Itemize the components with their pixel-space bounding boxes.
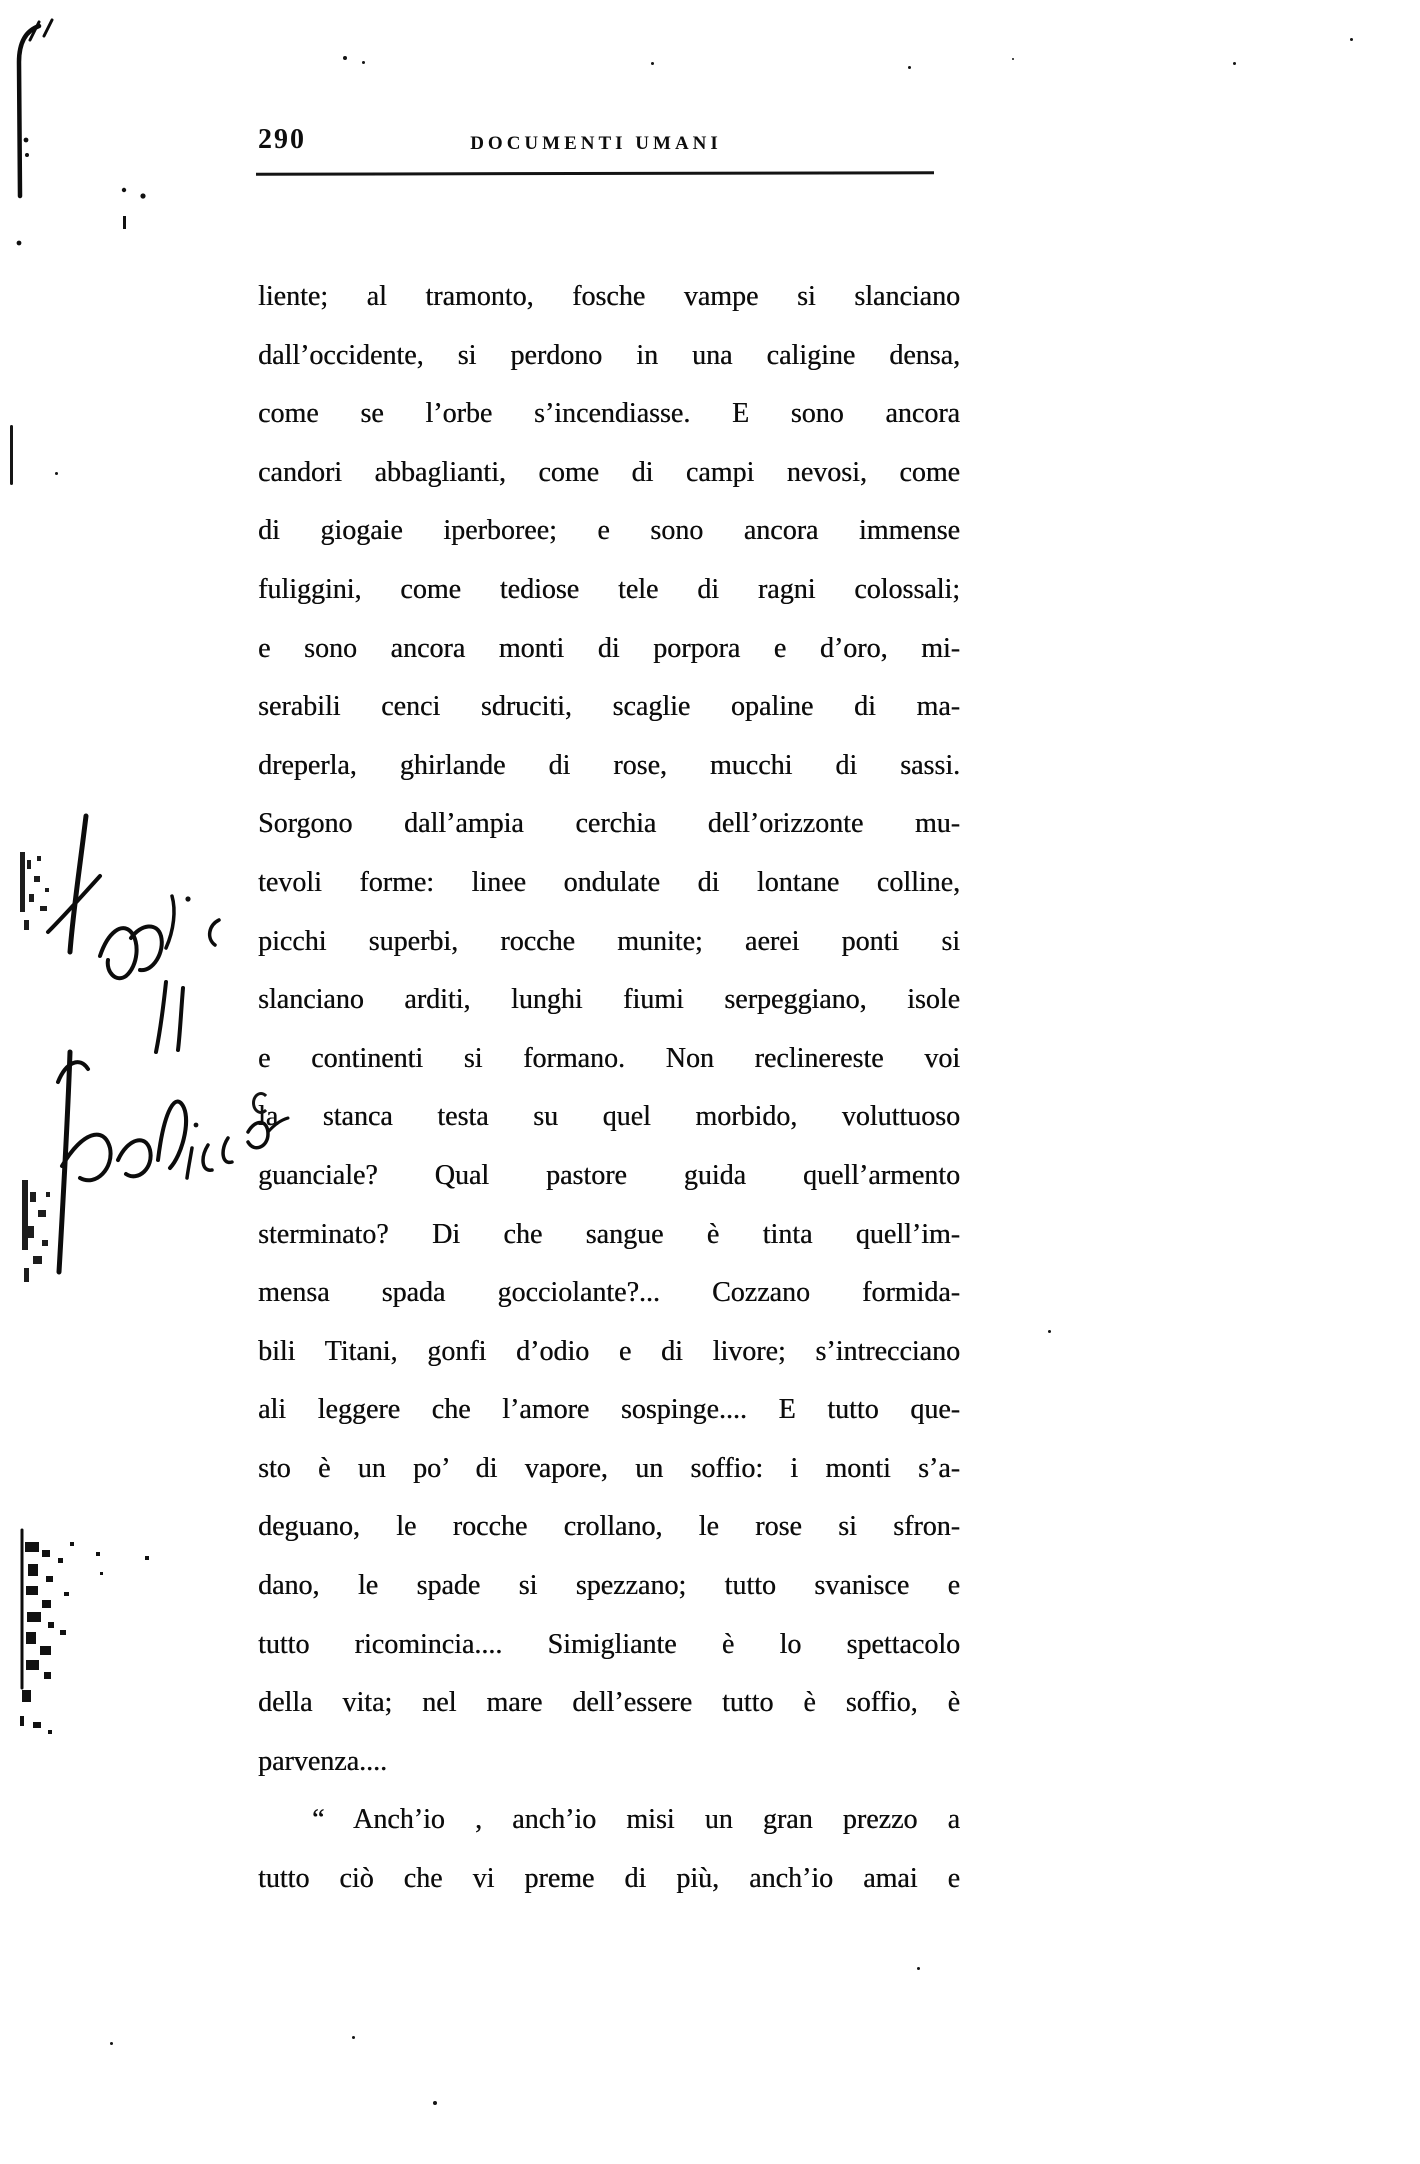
text-line: bili Titani, gonfi d’odio e di livore; s’intrecciano <box>258 1335 960 1367</box>
body-text-block <box>258 268 960 1909</box>
running-header-title: DOCUMENTI UMANI <box>470 133 722 154</box>
text-line: dall’occidente, si perdono in una caligine densa, <box>258 339 960 371</box>
ink-speck <box>10 425 13 485</box>
handwritten-annotation <box>0 620 300 1300</box>
text-line: tutto ciò che vi preme di più, anch’io amai e <box>258 1863 960 1895</box>
ink-speck <box>362 61 365 64</box>
text-line: liente; al tramonto, fosche vampe si slanciano <box>258 281 960 312</box>
ink-speck <box>908 66 911 69</box>
page-number: 290 <box>258 124 306 155</box>
ink-speck <box>1012 58 1014 60</box>
text-line: deguano, le rocche crollano, le rose si sfron- <box>258 1511 960 1543</box>
ink-speck <box>55 472 58 475</box>
text-line: mensa spada gocciolante?... Cozzano formida- <box>258 1277 960 1309</box>
ink-smudge-left-edge <box>0 1480 160 1770</box>
text-line: della vita; nel mare dell’essere tutto è soffio, è <box>258 1687 960 1719</box>
ink-speck <box>1048 1330 1051 1333</box>
text-line: picchi superbi, rocche munite; aerei ponti si <box>258 925 960 957</box>
text-line: sto è un po’ di vapore, un soffio: i monti s’a- <box>258 1452 960 1484</box>
text-line: come se l’orbe s’incendiasse. E sono ancora <box>258 398 960 430</box>
ink-speck <box>1350 38 1353 41</box>
text-line: serabili cenci sdruciti, scaglie opaline di ma- <box>258 691 960 723</box>
text-line: parvenza.... <box>258 1745 388 1777</box>
text-line: “ Anch’io , anch’io misi un gran prezzo a <box>312 1804 960 1836</box>
ink-speck <box>433 2101 437 2105</box>
text-line: di giogaie iperboree; e sono ancora immense <box>258 515 960 547</box>
ink-speck <box>917 1967 920 1970</box>
ink-speck <box>110 2042 113 2045</box>
text-line: candori abbaglianti, come di campi nevosi, come <box>258 456 960 488</box>
ink-stroke-topleft <box>0 0 170 260</box>
text-line: la stanca testa su quel morbido, voluttuoso <box>258 1101 960 1133</box>
text-line: Sorgono dall’ampia cerchia dell’orizzonte mu- <box>258 808 960 840</box>
ink-smudge-upper <box>20 852 49 930</box>
text-line: e continenti si formano. Non reclinereste voi <box>258 1042 960 1074</box>
text-line: e sono ancora monti di porpora e d’oro, mi- <box>258 632 960 664</box>
ink-speck <box>651 62 654 65</box>
text-line: dano, le spade si spezzano; tutto svanisce e <box>258 1570 960 1602</box>
text-line: dreperla, ghirlande di rose, mucchi di sassi. <box>258 749 960 781</box>
ink-speck <box>352 2036 355 2039</box>
text-line: guanciale? Qual pastore guida quell’armento <box>258 1159 960 1191</box>
text-line: sterminato? Di che sangue è tinta quell’im- <box>258 1218 960 1250</box>
text-line: slanciano arditi, lunghi fiumi serpeggiano, isole <box>258 984 960 1016</box>
text-line: tevoli forme: linee ondulate di lontane colline, <box>258 866 960 898</box>
ink-speck <box>343 56 347 60</box>
text-line: fuliggini, come tediose tele di ragni colossali; <box>258 573 960 605</box>
ink-speck <box>1233 62 1236 65</box>
text-line: ali leggere che l’amore sospinge.... E tutto que- <box>258 1394 960 1426</box>
ink-smudge-lower <box>22 1180 50 1282</box>
ink-speck <box>252 1092 270 1114</box>
header-rule <box>256 171 934 175</box>
text-line: tutto ricomincia.... Simigliante è lo spettacolo <box>258 1628 960 1660</box>
